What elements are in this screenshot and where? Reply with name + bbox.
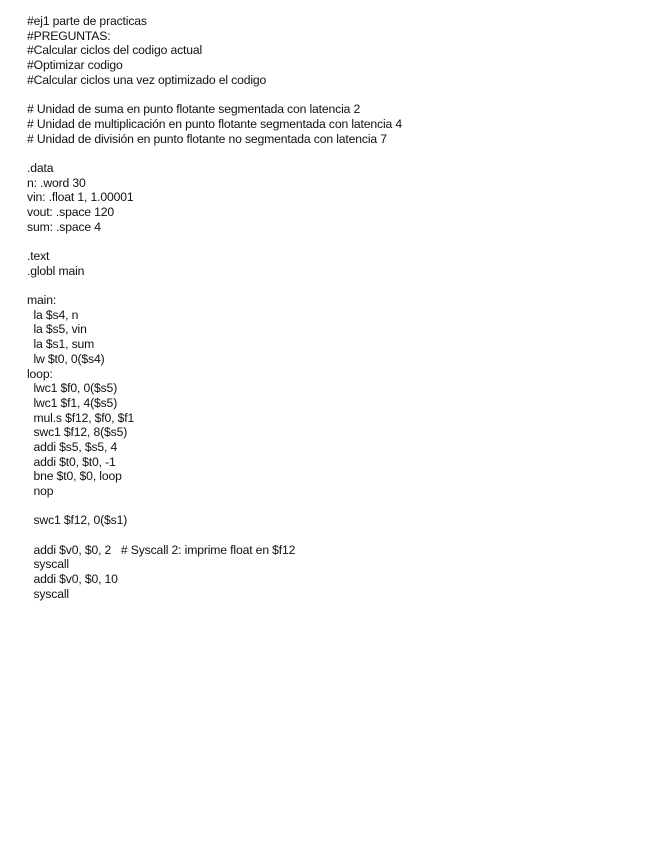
code-line: .globl main <box>27 263 85 278</box>
code-line: syscall <box>27 557 69 572</box>
code-line: addi $v0, $0, 10 <box>27 572 118 587</box>
code-line <box>27 146 637 161</box>
code-line: addi $v0, $0, 2 # Syscall 2: imprime float en $f12 <box>27 542 296 557</box>
code-document <box>27 14 637 602</box>
code-line: .data <box>27 160 54 175</box>
code-line: syscall <box>27 586 69 601</box>
code-line: mul.s $f12, $f0, $f1 <box>27 410 135 425</box>
code-line: bne $t0, $0, loop <box>27 469 122 484</box>
code-line <box>27 528 637 543</box>
code-line: la $s1, sum <box>27 337 95 352</box>
code-line <box>27 87 637 102</box>
code-line: #Calcular ciclos del codigo actual <box>27 43 203 58</box>
code-line: lwc1 $f0, 0($s5) <box>27 381 118 396</box>
code-line: vin: .float 1, 1.00001 <box>27 190 134 205</box>
code-line: swc1 $f12, 8($s5) <box>27 425 128 440</box>
code-line: loop: <box>27 366 53 381</box>
code-line: lwc1 $f1, 4($s5) <box>27 395 118 410</box>
code-line: lw $t0, 0($s4) <box>27 351 105 366</box>
code-line: sum: .space 4 <box>27 219 101 234</box>
code-line: vout: .space 120 <box>27 204 115 219</box>
code-line: .text <box>27 249 50 263</box>
code-line: swc1 $f12, 0($s1) <box>27 513 128 528</box>
code-line: addi $s5, $s5, 4 <box>27 439 118 454</box>
code-line: # Unidad de multiplicación en punto flotante segmentada con latencia 4 <box>27 116 403 131</box>
code-line: la $s5, vin <box>27 322 87 337</box>
code-line: #PREGUNTAS: <box>27 28 111 43</box>
code-line: #ej1 parte de practicas <box>27 14 147 28</box>
code-line <box>27 499 637 514</box>
code-line <box>27 234 637 249</box>
code-line: #Optimizar codigo <box>27 58 123 73</box>
code-line: # Unidad de división en punto flotante no segmentada con latencia 7 <box>27 131 387 146</box>
code-line: nop <box>27 484 54 498</box>
code-line: # Unidad de suma en punto flotante segmentada con latencia 2 <box>27 102 361 117</box>
code-line: addi $t0, $t0, -1 <box>27 454 116 469</box>
code-line: n: .word 30 <box>27 175 86 190</box>
code-line: #Calcular ciclos una vez optimizado el codigo <box>27 72 267 87</box>
code-line <box>27 278 637 293</box>
code-line: main: <box>27 293 57 308</box>
code-line: la $s4, n <box>27 307 79 322</box>
